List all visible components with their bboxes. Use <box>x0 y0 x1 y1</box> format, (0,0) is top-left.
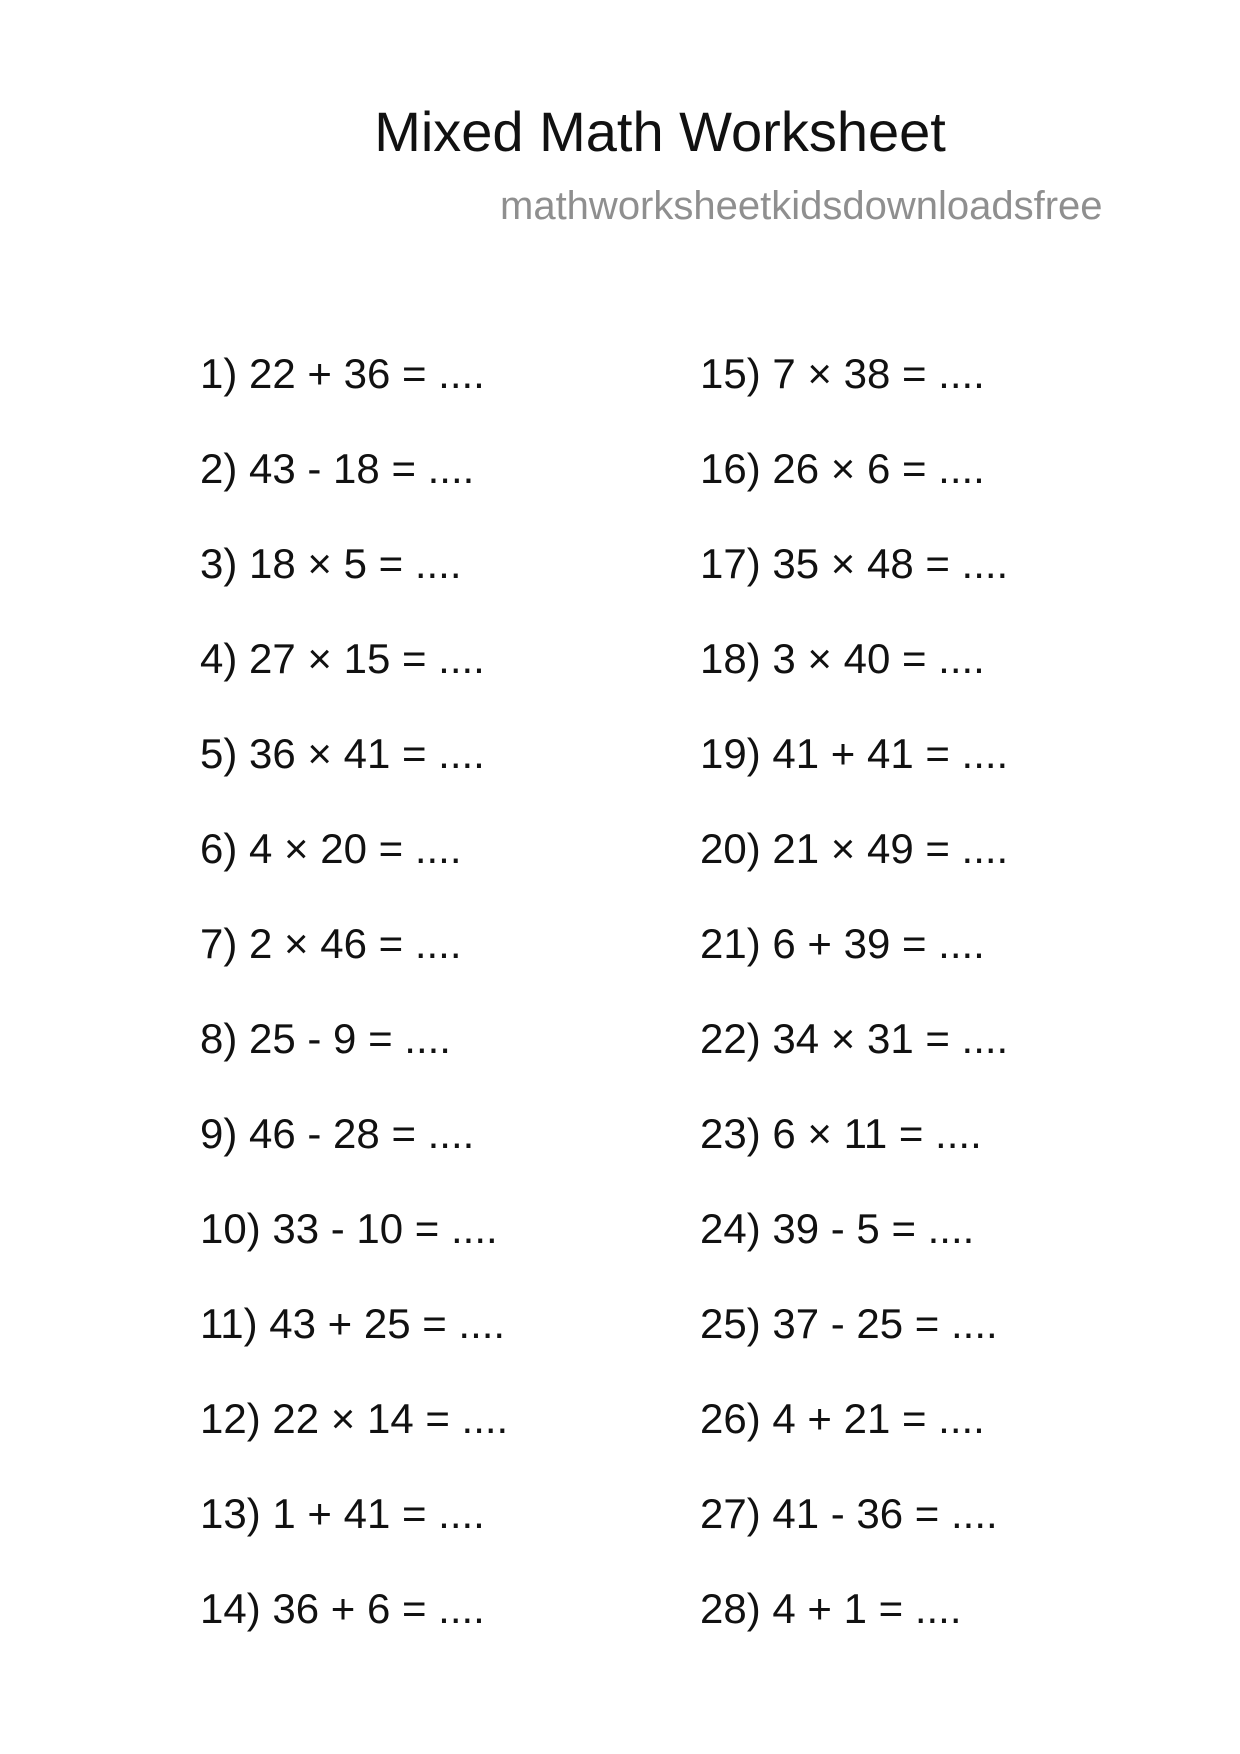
problem-27: 27) 41 - 36 = .... <box>700 1490 998 1537</box>
problem-12: 12) 22 × 14 = .... <box>200 1395 509 1442</box>
watermark-text: mathworksheetkidsdownloadsfree <box>500 184 1103 228</box>
problem-24: 24) 39 - 5 = .... <box>700 1205 975 1252</box>
problem-1: 1) 22 + 36 = .... <box>200 350 485 397</box>
problem-17: 17) 35 × 48 = .... <box>700 540 1009 587</box>
problem-7: 7) 2 × 46 = .... <box>200 920 462 967</box>
problem-16: 16) 26 × 6 = .... <box>700 445 985 492</box>
problem-15: 15) 7 × 38 = .... <box>700 350 985 397</box>
problem-20: 20) 21 × 49 = .... <box>700 825 1009 872</box>
problem-3: 3) 18 × 5 = .... <box>200 540 462 587</box>
problem-column-right <box>700 344 1180 1674</box>
problem-25: 25) 37 - 25 = .... <box>700 1300 998 1347</box>
problem-13: 13) 1 + 41 = .... <box>200 1490 485 1537</box>
problem-28: 28) 4 + 1 = .... <box>700 1585 962 1632</box>
problem-6: 6) 4 × 20 = .... <box>200 825 462 872</box>
problem-14: 14) 36 + 6 = .... <box>200 1585 485 1632</box>
problem-18: 18) 3 × 40 = .... <box>700 635 985 682</box>
problem-22: 22) 34 × 31 = .... <box>700 1015 1009 1062</box>
problem-8: 8) 25 - 9 = .... <box>200 1015 451 1062</box>
problem-19: 19) 41 + 41 = .... <box>700 730 1009 777</box>
problem-2: 2) 43 - 18 = .... <box>200 445 475 492</box>
problem-5: 5) 36 × 41 = .... <box>200 730 485 777</box>
problem-26: 26) 4 + 21 = .... <box>700 1395 985 1442</box>
problem-21: 21) 6 + 39 = .... <box>700 920 985 967</box>
problem-4: 4) 27 × 15 = .... <box>200 635 485 682</box>
problem-10: 10) 33 - 10 = .... <box>200 1205 498 1252</box>
problem-11: 11) 43 + 25 = .... <box>200 1300 506 1347</box>
worksheet-title: Mixed Math Worksheet <box>374 100 946 163</box>
problem-23: 23) 6 × 11 = .... <box>700 1110 982 1157</box>
problem-column-left <box>200 344 680 1674</box>
problem-9: 9) 46 - 28 = .... <box>200 1110 475 1157</box>
